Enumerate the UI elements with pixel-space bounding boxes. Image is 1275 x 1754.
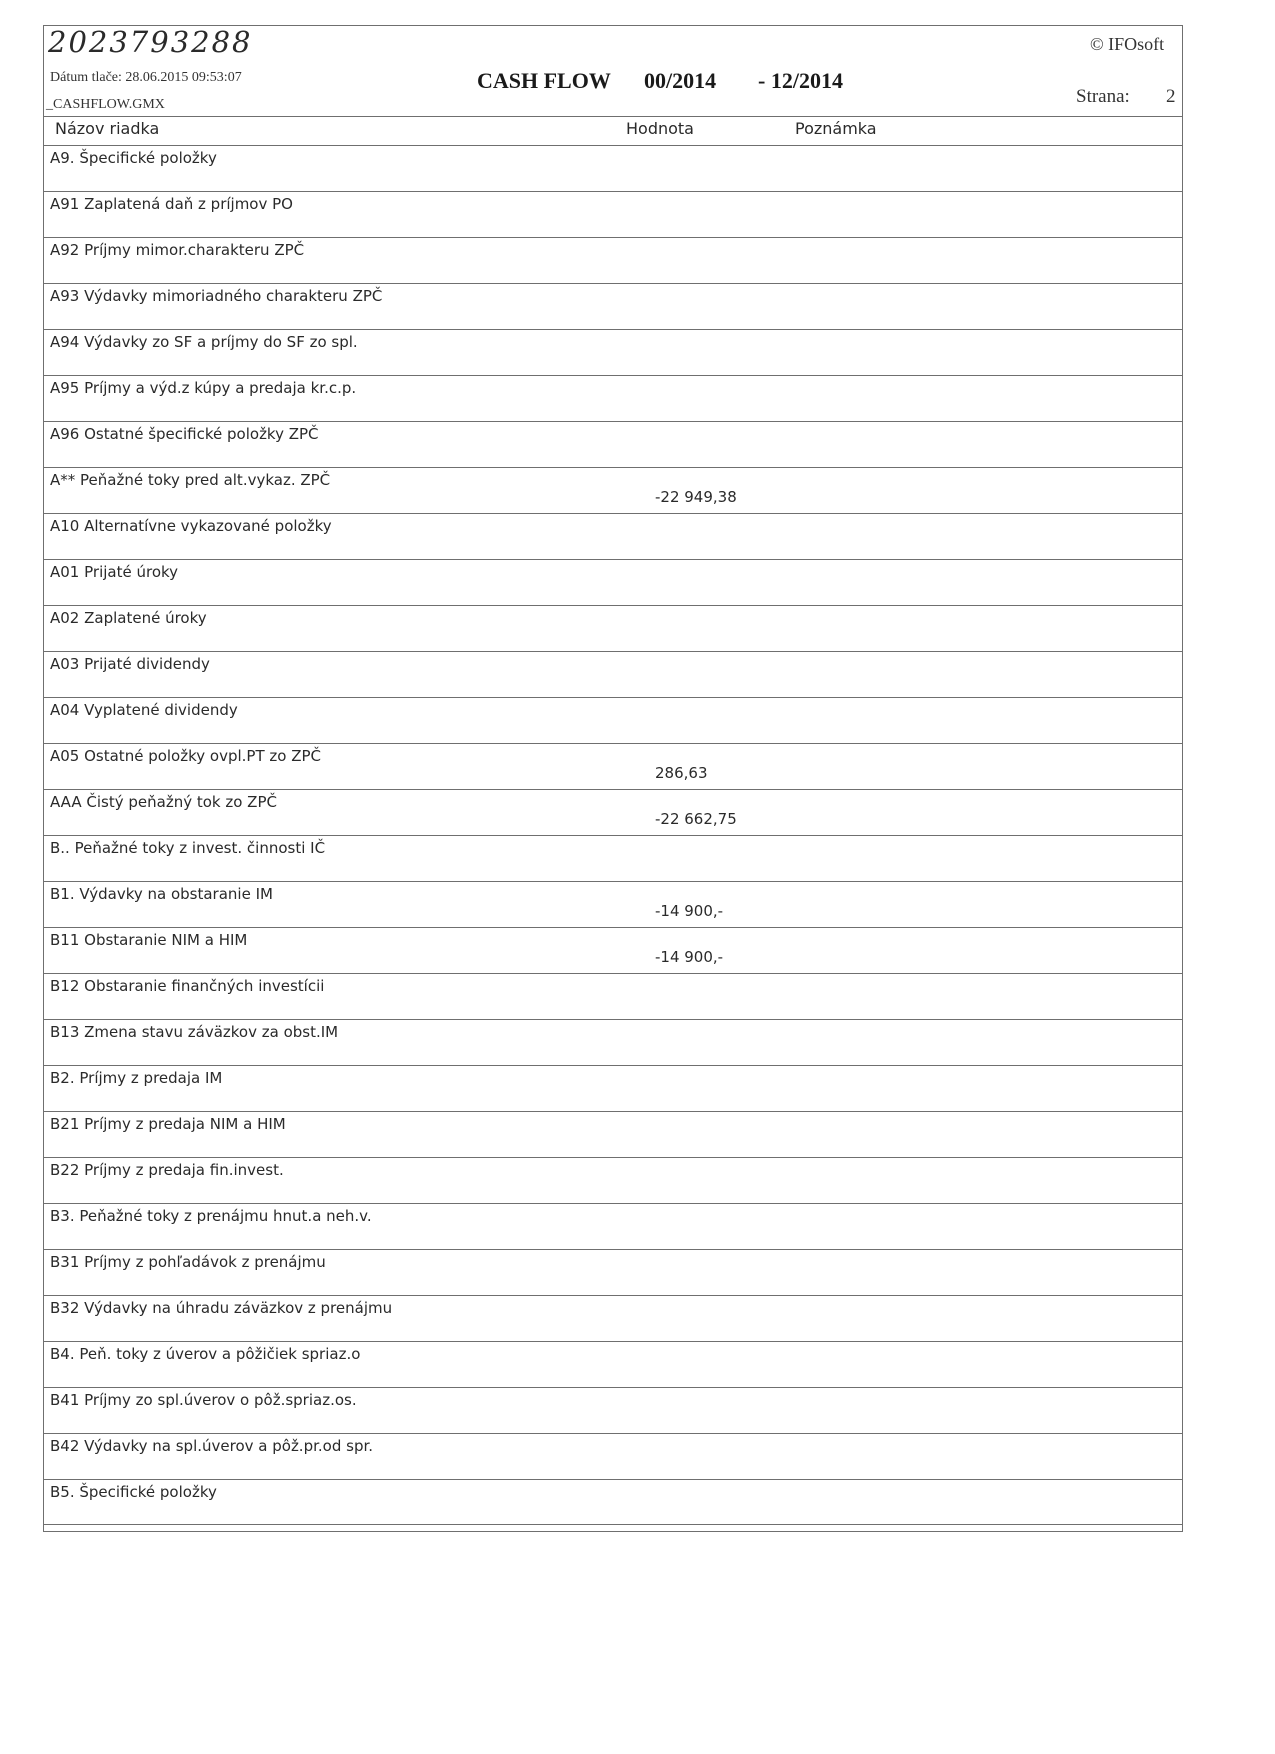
row-label: B32 Výdavky na úhradu záväzkov z prenájmu (50, 1299, 393, 1317)
row-label: B3. Peňažné toky z prenájmu hnut.a neh.v. (50, 1207, 372, 1225)
table-row (43, 375, 1183, 421)
table-row (43, 145, 1183, 191)
row-label: A91 Zaplatená daň z príjmov PO (50, 195, 293, 213)
row-label: A03 Prijaté dividendy (50, 655, 210, 673)
copyright-notice: © IFOsoft (1090, 34, 1165, 54)
table-row (43, 1203, 1183, 1249)
table-row (43, 789, 1183, 835)
table-row (43, 237, 1183, 283)
row-label: A10 Alternatívne vykazované položky (50, 517, 332, 535)
row-label: B5. Špecifické položky (50, 1483, 217, 1501)
row-label: B41 Príjmy zo spl.úverov o pôž.spriaz.os. (50, 1391, 357, 1409)
table-row (43, 743, 1183, 789)
table-row (43, 421, 1183, 467)
row-value: 286,63 (655, 764, 708, 782)
row-label: A93 Výdavky mimoriadného charakteru ZPČ (50, 287, 383, 305)
row-label: A92 Príjmy mimor.charakteru ZPČ (50, 241, 305, 259)
page-label: Strana: (1076, 86, 1130, 107)
row-label: B42 Výdavky na spl.úverov a pôž.pr.od spr. (50, 1437, 374, 1455)
table-row (43, 605, 1183, 651)
table-row (43, 927, 1183, 973)
row-label: A05 Ostatné položky ovpl.PT zo ZPČ (50, 747, 322, 765)
row-label: A9. Špecifické položky (50, 149, 217, 167)
row-label: A02 Zaplatené úroky (50, 609, 207, 627)
table-row (43, 881, 1183, 927)
table-row (43, 1249, 1183, 1295)
table-row (43, 1157, 1183, 1203)
row-label: B.. Peňažné toky z invest. činnosti IČ (50, 839, 326, 857)
table-row (43, 973, 1183, 1019)
table-row (43, 1065, 1183, 1111)
row-label: B31 Príjmy z pohľadávok z prenájmu (50, 1253, 326, 1271)
row-label: B12 Obstaranie finančných investícii (50, 977, 325, 995)
table-row (43, 651, 1183, 697)
row-label: B22 Príjmy z predaja fin.invest. (50, 1161, 284, 1179)
handwritten-number: 2023793288 (48, 25, 253, 59)
period-to: - 12/2014 (758, 68, 843, 93)
table-row (43, 1019, 1183, 1065)
row-label: B21 Príjmy z predaja NIM a HIM (50, 1115, 286, 1133)
header-divider (43, 116, 1183, 117)
row-label: A96 Ostatné špecifické položky ZPČ (50, 425, 319, 443)
table-row (43, 559, 1183, 605)
row-label: A94 Výdavky zo SF a príjmy do SF zo spl. (50, 333, 358, 351)
table-row (43, 513, 1183, 559)
column-header-value: Hodnota (626, 119, 694, 138)
row-value: -22 949,38 (655, 488, 737, 506)
table-row (43, 467, 1183, 513)
page-number: 2 (1166, 86, 1176, 107)
row-value: -14 900,- (655, 902, 724, 920)
table-row (43, 1479, 1183, 1525)
cashflow-table (43, 145, 1183, 1525)
table-row (43, 1387, 1183, 1433)
period-from: 00/2014 (644, 68, 717, 93)
table-row (43, 1111, 1183, 1157)
table-row (43, 1341, 1183, 1387)
table-row (43, 697, 1183, 743)
row-label: B4. Peň. toky z úverov a pôžičiek spriaz.o (50, 1345, 361, 1363)
row-label: B11 Obstaranie NIM a HIM (50, 931, 248, 949)
column-header-name: Názov riadka (55, 119, 160, 138)
row-label: A04 Vyplatené dividendy (50, 701, 238, 719)
report-title: CASH FLOW (477, 68, 611, 93)
row-value: -22 662,75 (655, 810, 737, 828)
row-label: B13 Zmena stavu záväzkov za obst.IM (50, 1023, 339, 1041)
row-label: A** Peňažné toky pred alt.vykaz. ZPČ (50, 471, 331, 489)
row-label: B2. Príjmy z predaja IM (50, 1069, 223, 1087)
column-header-note: Poznámka (795, 119, 877, 138)
table-row (43, 1433, 1183, 1479)
table-row (43, 329, 1183, 375)
row-label: AAA Čistý peňažný tok zo ZPČ (50, 793, 277, 811)
table-row (43, 1295, 1183, 1341)
table-row (43, 835, 1183, 881)
print-date: Dátum tlače: 28.06.2015 09:53:07 (50, 70, 242, 85)
report-filename: _CASHFLOW.GMX (46, 97, 165, 112)
row-label: B1. Výdavky na obstaranie IM (50, 885, 273, 903)
row-label: A95 Príjmy a výd.z kúpy a predaja kr.c.p. (50, 379, 357, 397)
row-value: -14 900,- (655, 948, 724, 966)
row-label: A01 Prijaté úroky (50, 563, 179, 581)
table-row (43, 283, 1183, 329)
table-row (43, 191, 1183, 237)
